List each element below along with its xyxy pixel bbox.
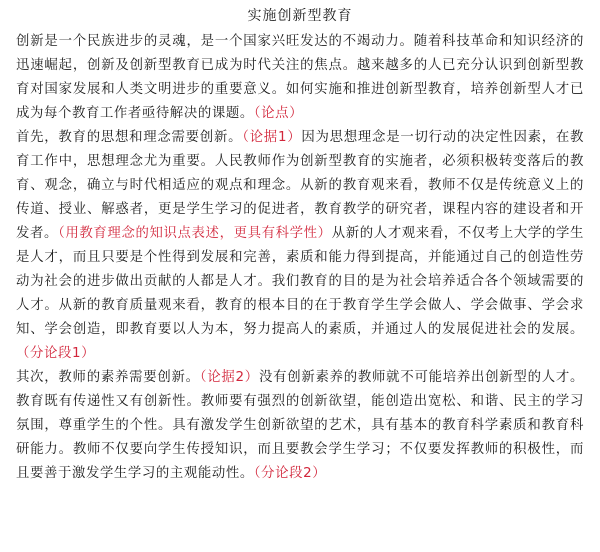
annotation-sub-argument-2: （分论段2） xyxy=(253,466,327,481)
paragraph-text: 没有创新素养的教师就不可能培养出创新型的人才。教育既有传递性又有创新性。教师要有强烈的创新欲望，能创造出宽松、和谐、民主的学习氛围，尊重学生的个性。具有激发学生创新欲望的艺术，具有基本的教育科学素质和教育科研能力。教师不仅要向学生传授知识，而且要教会学生学习；不仅要发挥教师的积极性，而且要善于激发学生学习的主观能动性。 xyxy=(16,370,584,481)
annotation-thesis: （论点） xyxy=(253,106,304,121)
paragraph-text: 因为思想理念是一切行动的决定性因素，在教育工作中，思想理念尤为重要。人民教师作为创新型教育的实施者，必须积极转变落后的教育、观念，确立与时代相适应的观点和理念。从新的教育观来看，教师不仅是传统意义上的传道、授业、解惑者，更是学生学习的促进者，教育教学的研究者，课程内容的建设者和开发者。 xyxy=(16,130,584,241)
document-title: 实施创新型教育 xyxy=(247,8,353,24)
paragraph-text: 首先，教育的思想和理念需要创新。 xyxy=(16,130,243,145)
paragraph-text: 从新的人才观来看，不仅考上大学的学生是人才，而且只要是个性得到发展和完善，素质和能力得到提高，并能通过自己的创造性劳动为社会的进步做出贡献的人都是人才。我们教育的目的是为社会培养适合各个领域需要的人才。从新的教育质量观来看，教育的根本目的在于教育学生学会做人、学会做事、学会求知、学会创造，即教育要以人为本，努力提高人的素质，并通过人的发展促进社会的发展。 xyxy=(16,226,584,337)
paragraph-text: 创新是一个民族进步的灵魂，是一个国家兴旺发达的不竭动力。随着科技革命和知识经济的迅速崛起，创新及创新型教育已成为时代关注的焦点。越来越多的人已充分认识到创新型教育对国家发展和人类文明进步的重要意义。如何实施和推进创新型教育，培养创新型人才已成为每个教育工作者亟待解决的课题。 xyxy=(16,34,584,121)
paragraph-thesis xyxy=(16,30,584,126)
paragraph-argument-2 xyxy=(16,366,584,486)
paragraph-argument-1 xyxy=(16,126,584,366)
annotation-sub-argument-1: （分论段1） xyxy=(16,346,96,361)
paragraph-text: 其次，教师的素养需要创新。 xyxy=(16,370,200,385)
annotation-evidence-2: （论据2） xyxy=(199,370,259,385)
annotation-evidence-1: （论据1） xyxy=(242,130,302,145)
annotation-comment: （用教育理念的知识点表述，更具有科学性） xyxy=(58,226,332,241)
